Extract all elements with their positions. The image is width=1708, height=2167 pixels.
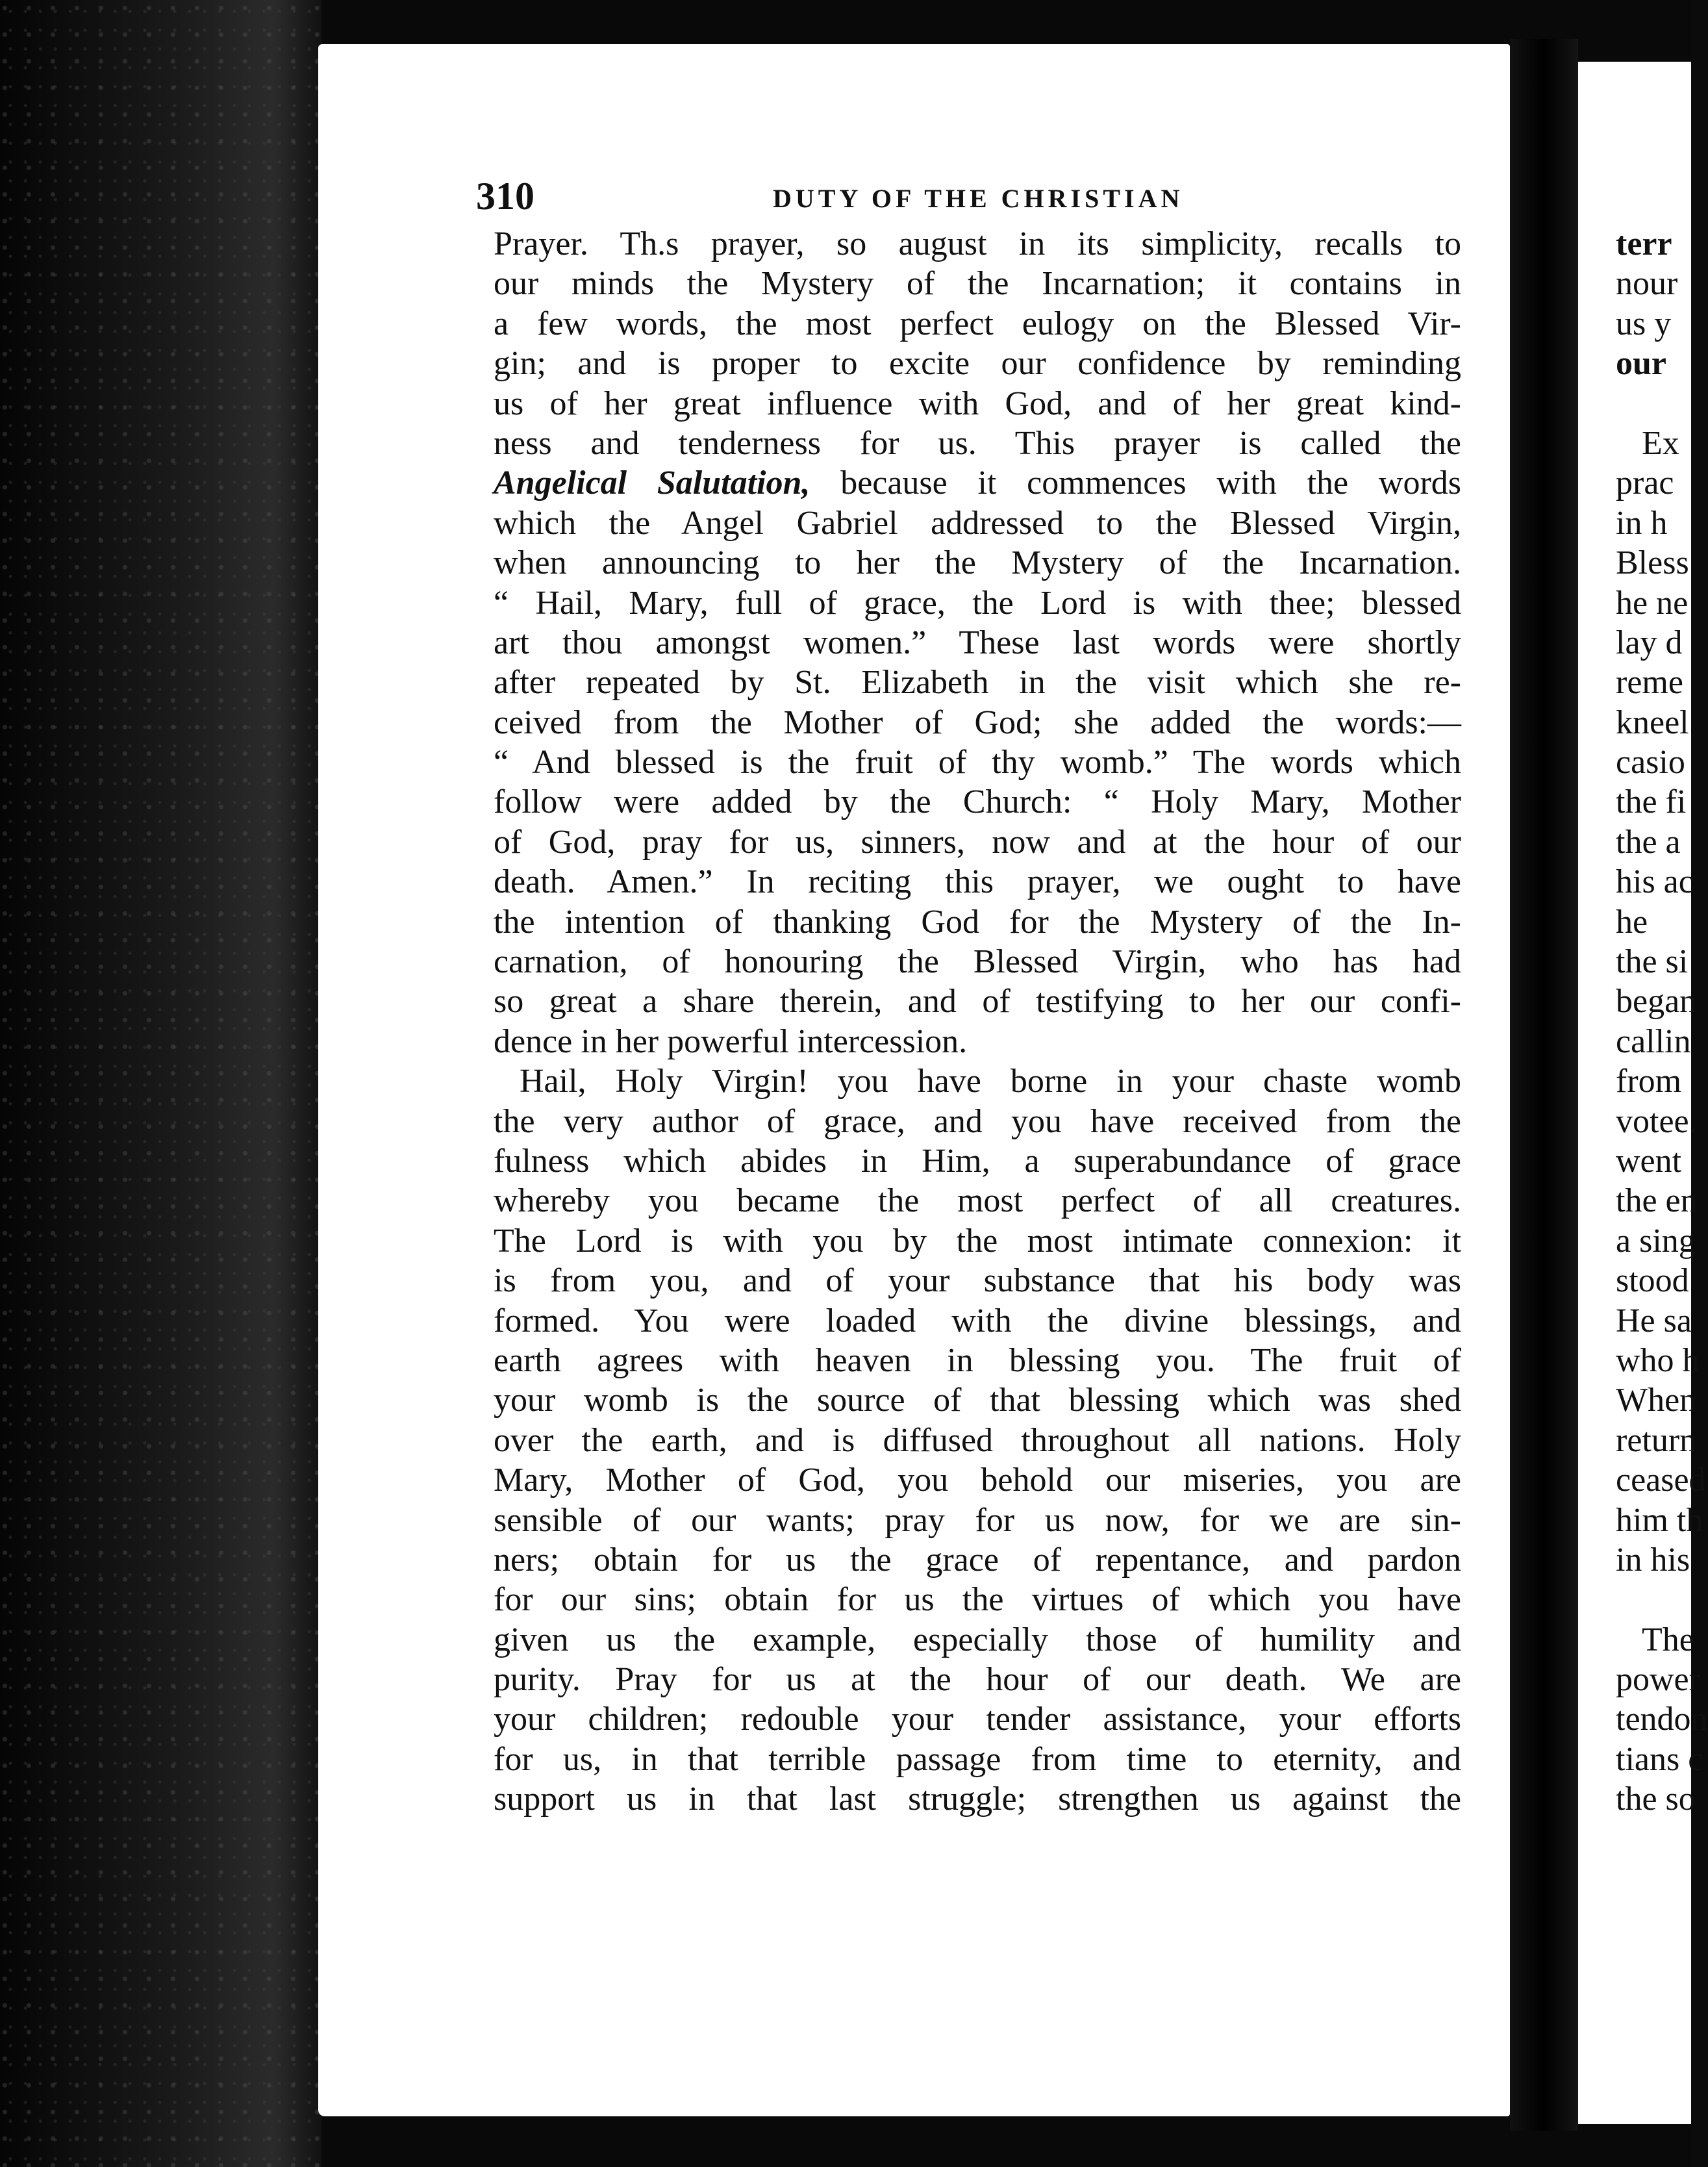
text-line: “ Hail, Mary, full of grace, the Lord is with thee; blessed — [494, 584, 1461, 622]
facing-line-fragment: the so — [1616, 1780, 1696, 1818]
text-line — [494, 463, 1461, 503]
text-line: of God, pray for us, sinners, now and at the hour of our — [494, 823, 1461, 861]
facing-line-fragment: callin — [1616, 1022, 1691, 1060]
text-line: support us in that last struggle; strengthen us against the — [494, 1780, 1461, 1818]
text-line: your womb is the source of that blessing which was shed — [494, 1382, 1461, 1419]
facing-line-fragment: us y — [1616, 305, 1672, 342]
running-head: DUTY OF THE CHRISTIAN — [773, 184, 1184, 213]
text-line: “ And blessed is the fruit of thy womb.” The words which — [494, 744, 1461, 781]
text-line: earth agrees with heaven in blessing you. The fruit of — [494, 1341, 1461, 1379]
facing-line-fragment: nour — [1616, 265, 1678, 303]
facing-line-fragment: prac — [1616, 464, 1674, 502]
text-line: ness and tenderness for us. This prayer is called the — [494, 424, 1461, 462]
facing-line-fragment: Bless — [1616, 544, 1689, 582]
text-line: over the earth, and is diffused throughout all nations. Holy — [494, 1421, 1461, 1459]
facing-line-fragment: the si — [1616, 943, 1689, 981]
text-line: our minds the Mystery of the Incarnation; it contains in — [494, 265, 1461, 303]
facing-line-fragment: tians c — [1616, 1740, 1703, 1778]
text-line: fulness which abides in Him, a superabundance of grace — [494, 1142, 1461, 1180]
text-line: ceived from the Mother of God; she added the words:— — [494, 703, 1461, 741]
facing-line-fragment: the a — [1616, 823, 1681, 861]
facing-line-fragment: his ac — [1616, 863, 1694, 901]
facing-line-fragment: went — [1616, 1142, 1682, 1180]
text-line: carnation, of honouring the Blessed Virgin, who has had — [494, 943, 1461, 981]
facing-line-fragment: he ne — [1616, 584, 1689, 622]
facing-line-fragment: stood — [1616, 1262, 1689, 1300]
facing-line-fragment: reme — [1616, 664, 1683, 702]
page-number: 310 — [476, 175, 534, 218]
facing-line-fragment: in h — [1616, 504, 1668, 542]
text-line: sensible of our wants; pray for us now, for we are sin- — [494, 1501, 1461, 1539]
text-line: gin; and is proper to excite our confidence by reminding — [494, 345, 1461, 383]
facing-line-fragment — [1616, 384, 1700, 424]
text-line: the intention of thanking God for the Mystery of the In- — [494, 903, 1461, 941]
facing-line-fragment — [1616, 1580, 1700, 1619]
body-text — [494, 224, 1461, 1819]
facing-line-fragment: casio — [1616, 744, 1685, 781]
facing-line-fragment: lay d — [1616, 624, 1683, 661]
text-line: dence in her powerful intercession. — [494, 1022, 968, 1060]
facing-line-fragment: terr — [1616, 225, 1672, 262]
facing-line-fragment: power — [1616, 1661, 1700, 1699]
text-line: whereby you became the most perfect of all creatures. — [494, 1182, 1461, 1220]
text-line: Prayer. Th.s prayer, so august in its simplicity, recalls to — [494, 225, 1461, 262]
book-edge-shadow — [0, 0, 321, 2167]
facing-page-fragments — [1616, 224, 1708, 1819]
text-run: because it commences with the words — [810, 464, 1461, 502]
facing-line-fragment: a sing — [1616, 1222, 1696, 1260]
facing-line-fragment: return — [1616, 1421, 1697, 1459]
text-line: art thou amongst women.” These last words were shortly — [494, 624, 1461, 661]
text-line: is from you, and of your substance that his body was — [494, 1262, 1461, 1300]
facing-line-fragment: When — [1616, 1382, 1697, 1419]
facing-line-fragment: The — [1642, 1621, 1694, 1658]
facing-line-fragment: our — [1616, 345, 1666, 383]
facing-line-fragment: ceased — [1616, 1462, 1706, 1499]
text-line: follow were added by the Church: “ Holy Mary, Mother — [494, 783, 1461, 821]
text-line: which the Angel Gabriel addressed to the Blessed Virgin, — [494, 504, 1461, 542]
text-line: Hail, Holy Virgin! you have borne in your chaste womb — [520, 1063, 1461, 1100]
facing-line-fragment: he — [1616, 903, 1648, 941]
facing-line-fragment: He sa — [1616, 1302, 1692, 1339]
facing-line-fragment: tendon — [1616, 1701, 1708, 1738]
facing-line-fragment: who h — [1616, 1341, 1700, 1379]
text-line: the very author of grace, and you have received from the — [494, 1102, 1461, 1140]
facing-line-fragment: votee. — [1616, 1102, 1698, 1140]
text-line: after repeated by St. Elizabeth in the visit which she re- — [494, 664, 1461, 702]
facing-line-fragment: him th — [1616, 1501, 1703, 1539]
facing-line-fragment: the en — [1616, 1182, 1698, 1220]
text-line: The Lord is with you by the most intimate connexion: it — [494, 1222, 1461, 1260]
facing-line-fragment: began — [1616, 983, 1697, 1020]
facing-line-fragment: kneel — [1616, 703, 1689, 741]
italic-term: Angelical Salutation, — [494, 464, 810, 502]
text-line: a few words, the most perfect eulogy on the Blessed Vir- — [494, 305, 1461, 342]
text-line: so great a share therein, and of testifying to her our confi- — [494, 983, 1461, 1020]
text-line: death. Amen.” In reciting this prayer, we ought to have — [494, 863, 1461, 901]
facing-line-fragment: the fi — [1616, 783, 1687, 821]
text-line: us of her great influence with God, and of her great kind- — [494, 385, 1461, 422]
text-line: given us the example, especially those of humility and — [494, 1621, 1461, 1658]
text-line: your children; redouble your tender assistance, your efforts — [494, 1701, 1461, 1738]
text-line: ners; obtain for us the grace of repentance, and pardon — [494, 1541, 1461, 1578]
book-gutter — [1510, 39, 1578, 2131]
facing-line-fragment: in his — [1616, 1541, 1690, 1578]
text-line: for us, in that terrible passage from time to eternity, and — [494, 1740, 1461, 1778]
text-line: Mary, Mother of God, you behold our miseries, you are — [494, 1462, 1461, 1499]
text-line: when announcing to her the Mystery of the Incarnation. — [494, 544, 1461, 582]
facing-line-fragment: from — [1616, 1063, 1682, 1100]
facing-line-fragment: Ex — [1642, 424, 1679, 462]
text-line: formed. You were loaded with the divine blessings, and — [494, 1302, 1461, 1339]
text-line: purity. Pray for us at the hour of our death. We are — [494, 1661, 1461, 1699]
text-line: for our sins; obtain for us the virtues of which you have — [494, 1581, 1461, 1619]
